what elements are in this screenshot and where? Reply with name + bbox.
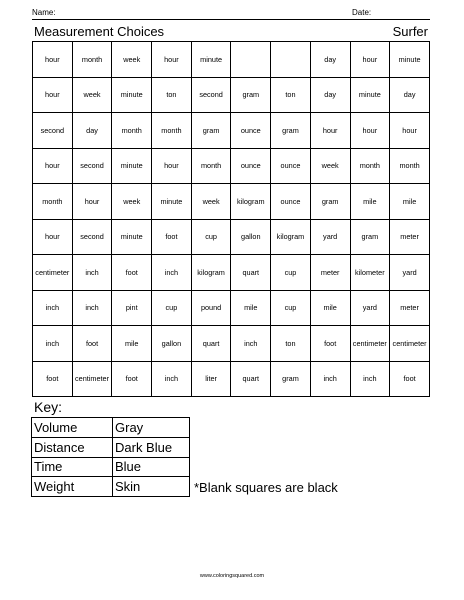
key-title: Key: xyxy=(34,399,63,415)
grid-cell: foot xyxy=(33,361,73,397)
grid-cell: month xyxy=(112,113,152,149)
grid-cell: cup xyxy=(191,219,231,255)
grid-cell: week xyxy=(191,184,231,220)
grid-row xyxy=(33,326,430,362)
grid-cell: foot xyxy=(112,361,152,397)
page-subtitle: Surfer xyxy=(392,24,428,39)
grid-cell: hour xyxy=(33,148,73,184)
grid-row xyxy=(33,184,430,220)
grid-cell: minute xyxy=(112,148,152,184)
grid-cell: week xyxy=(72,77,112,113)
grid-cell: kilogram xyxy=(231,184,271,220)
grid-cell: inch xyxy=(72,255,112,291)
grid-cell: minute xyxy=(350,77,390,113)
grid-cell: meter xyxy=(390,290,430,326)
title-row xyxy=(32,22,430,40)
grid-cell: hour xyxy=(33,219,73,255)
grid-row xyxy=(33,113,430,149)
grid-row xyxy=(33,77,430,113)
grid-cell: liter xyxy=(191,361,231,397)
key-color-name: Blue xyxy=(113,457,190,477)
grid-cell: ton xyxy=(271,326,311,362)
grid-cell: gallon xyxy=(152,326,192,362)
grid-cell: second xyxy=(72,148,112,184)
grid-cell: hour xyxy=(310,113,350,149)
grid-cell: minute xyxy=(191,42,231,78)
grid-cell: foot xyxy=(112,255,152,291)
key-measure-name: Volume xyxy=(32,418,113,438)
grid-cell: pound xyxy=(191,290,231,326)
grid-cell: minute xyxy=(390,42,430,78)
measurement-grid xyxy=(32,41,430,397)
grid-cell: month xyxy=(72,42,112,78)
grid-cell: foot xyxy=(390,361,430,397)
grid-cell: inch xyxy=(152,361,192,397)
grid-cell: quart xyxy=(191,326,231,362)
key-measure-name: Distance xyxy=(32,437,113,457)
header-rule xyxy=(32,19,430,20)
grid-cell: mile xyxy=(310,290,350,326)
grid-cell: mile xyxy=(350,184,390,220)
grid-cell: mile xyxy=(112,326,152,362)
grid-cell: inch xyxy=(72,290,112,326)
grid-cell: ounce xyxy=(231,113,271,149)
grid-cell: inch xyxy=(33,290,73,326)
grid-cell: week xyxy=(310,148,350,184)
grid-cell: week xyxy=(112,42,152,78)
grid-cell: kilometer xyxy=(350,255,390,291)
grid-cell: month xyxy=(152,113,192,149)
name-label: Name: xyxy=(32,8,56,17)
grid-cell: ounce xyxy=(271,148,311,184)
grid-cell: centimeter xyxy=(33,255,73,291)
grid-cell: gram xyxy=(191,113,231,149)
grid-cell: meter xyxy=(390,219,430,255)
blank-squares-note: *Blank squares are black xyxy=(194,480,338,495)
grid-cell: ounce xyxy=(271,184,311,220)
grid-cell: ounce xyxy=(231,148,271,184)
key-measure-name: Time xyxy=(32,457,113,477)
grid-cell: hour xyxy=(152,148,192,184)
grid-cell: hour xyxy=(33,42,73,78)
grid-row xyxy=(33,148,430,184)
grid-cell: gram xyxy=(271,113,311,149)
grid-cell: hour xyxy=(72,184,112,220)
grid-cell: hour xyxy=(350,42,390,78)
grid-cell: minute xyxy=(152,184,192,220)
grid-cell: second xyxy=(33,113,73,149)
grid-cell: inch xyxy=(152,255,192,291)
grid-cell: gram xyxy=(271,361,311,397)
grid-cell: day xyxy=(310,42,350,78)
key-row xyxy=(32,457,190,477)
grid-row xyxy=(33,290,430,326)
grid-cell: centimeter xyxy=(350,326,390,362)
grid-cell: foot xyxy=(72,326,112,362)
grid-cell: minute xyxy=(112,219,152,255)
key-row xyxy=(32,437,190,457)
grid-cell: month xyxy=(390,148,430,184)
key-row xyxy=(32,418,190,438)
grid-cell: hour xyxy=(152,42,192,78)
key-measure-name: Weight xyxy=(32,477,113,497)
grid-cell: day xyxy=(390,77,430,113)
grid-cell: kilogram xyxy=(191,255,231,291)
grid-cell: yard xyxy=(390,255,430,291)
grid-cell: cup xyxy=(152,290,192,326)
grid-cell: cup xyxy=(271,255,311,291)
grid-cell: centimeter xyxy=(72,361,112,397)
grid-cell: inch xyxy=(33,326,73,362)
key-color-name: Skin xyxy=(113,477,190,497)
grid-cell: inch xyxy=(350,361,390,397)
grid-cell: day xyxy=(310,77,350,113)
grid-cell xyxy=(231,42,271,78)
grid-cell: cup xyxy=(271,290,311,326)
grid-cell: inch xyxy=(231,326,271,362)
grid-cell: minute xyxy=(112,77,152,113)
key-table xyxy=(31,417,190,497)
grid-cell: pint xyxy=(112,290,152,326)
grid-cell: meter xyxy=(310,255,350,291)
grid-cell: day xyxy=(72,113,112,149)
footer-url: www.coloringsquared.com xyxy=(199,573,265,579)
grid-row xyxy=(33,219,430,255)
grid-cell: month xyxy=(33,184,73,220)
grid-cell: mile xyxy=(390,184,430,220)
grid-cell: second xyxy=(72,219,112,255)
header-row xyxy=(32,4,430,20)
grid-cell: quart xyxy=(231,361,271,397)
grid-cell: quart xyxy=(231,255,271,291)
grid-cell: month xyxy=(191,148,231,184)
grid-cell: centimeter xyxy=(390,326,430,362)
grid-cell: mile xyxy=(231,290,271,326)
grid-cell: yard xyxy=(310,219,350,255)
grid-row xyxy=(33,255,430,291)
grid-cell: inch xyxy=(310,361,350,397)
grid-cell: gram xyxy=(310,184,350,220)
grid-cell: ton xyxy=(271,77,311,113)
grid-row xyxy=(33,361,430,397)
grid-cell: foot xyxy=(152,219,192,255)
grid-cell: hour xyxy=(390,113,430,149)
grid-cell: second xyxy=(191,77,231,113)
grid-cell: gram xyxy=(350,219,390,255)
date-label: Date: xyxy=(352,8,372,17)
grid-cell: month xyxy=(350,148,390,184)
grid-cell: week xyxy=(112,184,152,220)
grid-cell xyxy=(271,42,311,78)
grid-cell: foot xyxy=(310,326,350,362)
key-color-name: Gray xyxy=(113,418,190,438)
grid-cell: ton xyxy=(152,77,192,113)
grid-cell: yard xyxy=(350,290,390,326)
grid-cell: gram xyxy=(231,77,271,113)
key-color-name: Dark Blue xyxy=(113,437,190,457)
grid-cell: hour xyxy=(350,113,390,149)
grid-cell: gallon xyxy=(231,219,271,255)
key-row xyxy=(32,477,190,497)
grid-cell: hour xyxy=(33,77,73,113)
page-title: Measurement Choices xyxy=(34,24,165,39)
grid-cell: kilogram xyxy=(271,219,311,255)
grid-row xyxy=(33,42,430,78)
